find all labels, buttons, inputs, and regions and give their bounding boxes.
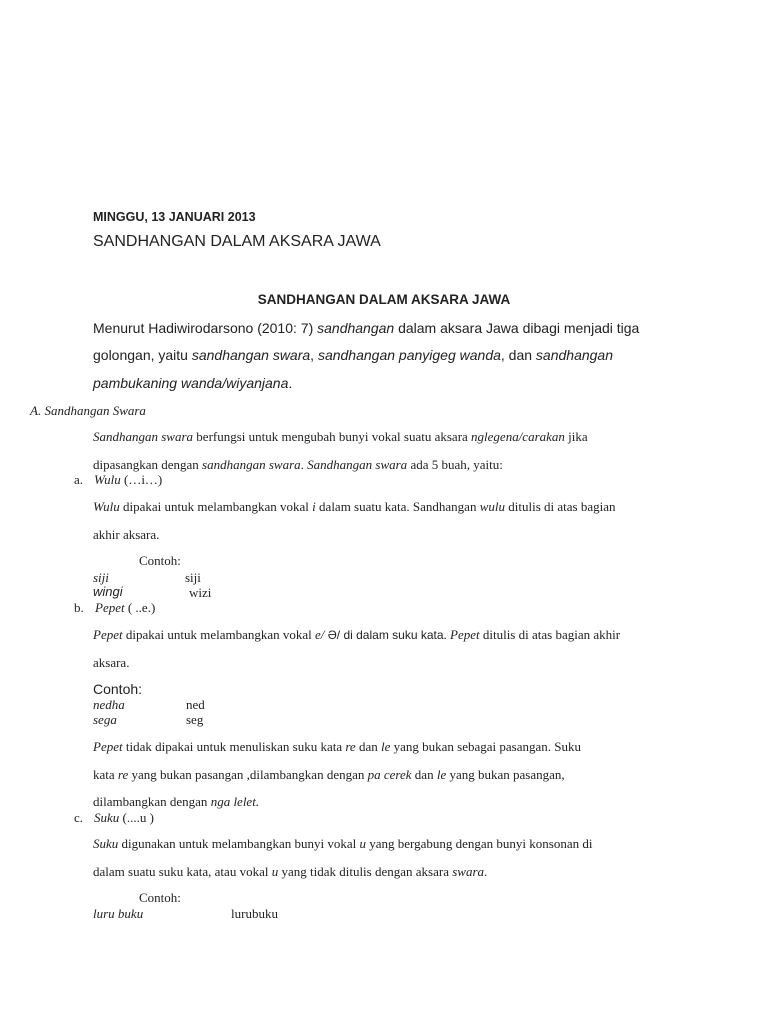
item-a-desc-1: Wulu dipakai untuk melambangkan vokal i dalam suatu kata. Sandhangan wulu ditulis di atas bagian: [93, 499, 616, 514]
intro-line-2: golongan, yaitu sandhangan swara, sandhangan panyigeg wanda, dan sandhangan: [93, 347, 613, 363]
item-b-example-2-script: seg: [186, 712, 204, 727]
item-c-example-label: Contoh:: [139, 890, 181, 905]
item-c-marker: c.: [74, 810, 84, 825]
item-a-example-2-word: wingi: [93, 584, 123, 599]
item-a-title: Wulu (…i…): [94, 472, 163, 487]
item-b-example-1-script: ned: [186, 697, 205, 712]
item-b-marker: b.: [74, 600, 84, 615]
post-date: MINGGU, 13 JANUARI 2013: [93, 210, 256, 224]
section-a-line-2: dipasangkan dengan sandhangan swara. Sandhangan swara ada 5 buah, yaitu:: [93, 457, 503, 472]
section-a-heading: A. Sandhangan Swara: [30, 403, 146, 418]
item-c-example-1-word: luru buku: [93, 906, 144, 921]
item-a-example-1-script: siji: [185, 570, 201, 585]
item-b-example-label: Contoh:: [93, 681, 143, 697]
intro-line-3: pambukaning wanda/wiyanjana.: [93, 375, 293, 391]
section-a-line-1: Sandhangan swara berfungsi untuk mengubah bunyi vokal suatu aksara nglegena/carakan jika: [93, 429, 588, 444]
item-a-example-2-script: wizi: [189, 585, 212, 600]
item-b-example-1-word: nedha: [93, 697, 125, 712]
item-b-desc-1: Pepet dipakai untuk melambangkan vokal e/ Ə/ di dalam suku kata. Pepet ditulis di atas bagian akhir: [93, 627, 621, 642]
item-c-desc-2: dalam suatu suku kata, atau vokal u yang tidak ditulis dengan aksara swara.: [93, 864, 488, 879]
item-b-title: Pepet ( ..e.): [95, 600, 156, 615]
item-b-desc-2: aksara.: [93, 655, 130, 670]
item-c-example-1-script: lurubuku: [231, 906, 278, 921]
item-c-desc-1: Suku digunakan untuk melambangkan bunyi vokal u yang bergabung dengan bunyi konsonan di: [93, 836, 593, 851]
item-c-title: Suku (....u ): [94, 810, 154, 825]
intro-line-1: Menurut Hadiwirodarsono (2010: 7) sandhangan dalam aksara Jawa dibagi menjadi tiga: [93, 320, 640, 336]
article-heading: SANDHANGAN DALAM AKSARA JAWA: [257, 292, 511, 307]
item-a-example-label: Contoh:: [139, 553, 181, 568]
item-b-example-2-word: sega: [93, 712, 117, 727]
item-a-desc-2: akhir aksara.: [93, 527, 160, 542]
item-b-note-1: Pepet tidak dipakai untuk menuliskan suku kata re dan le yang bukan sebagai pasangan. Suku: [93, 739, 582, 754]
item-b-note-2: kata re yang bukan pasangan ,dilambangkan dengan pa cerek dan le yang bukan pasangan,: [93, 767, 565, 782]
post-title[interactable]: SANDHANGAN DALAM AKSARA JAWA: [93, 233, 381, 250]
item-a-example-1-word: siji: [93, 570, 109, 585]
item-a-marker: a.: [74, 472, 84, 487]
item-b-note-3: dilambangkan dengan nga lelet.: [93, 794, 260, 809]
